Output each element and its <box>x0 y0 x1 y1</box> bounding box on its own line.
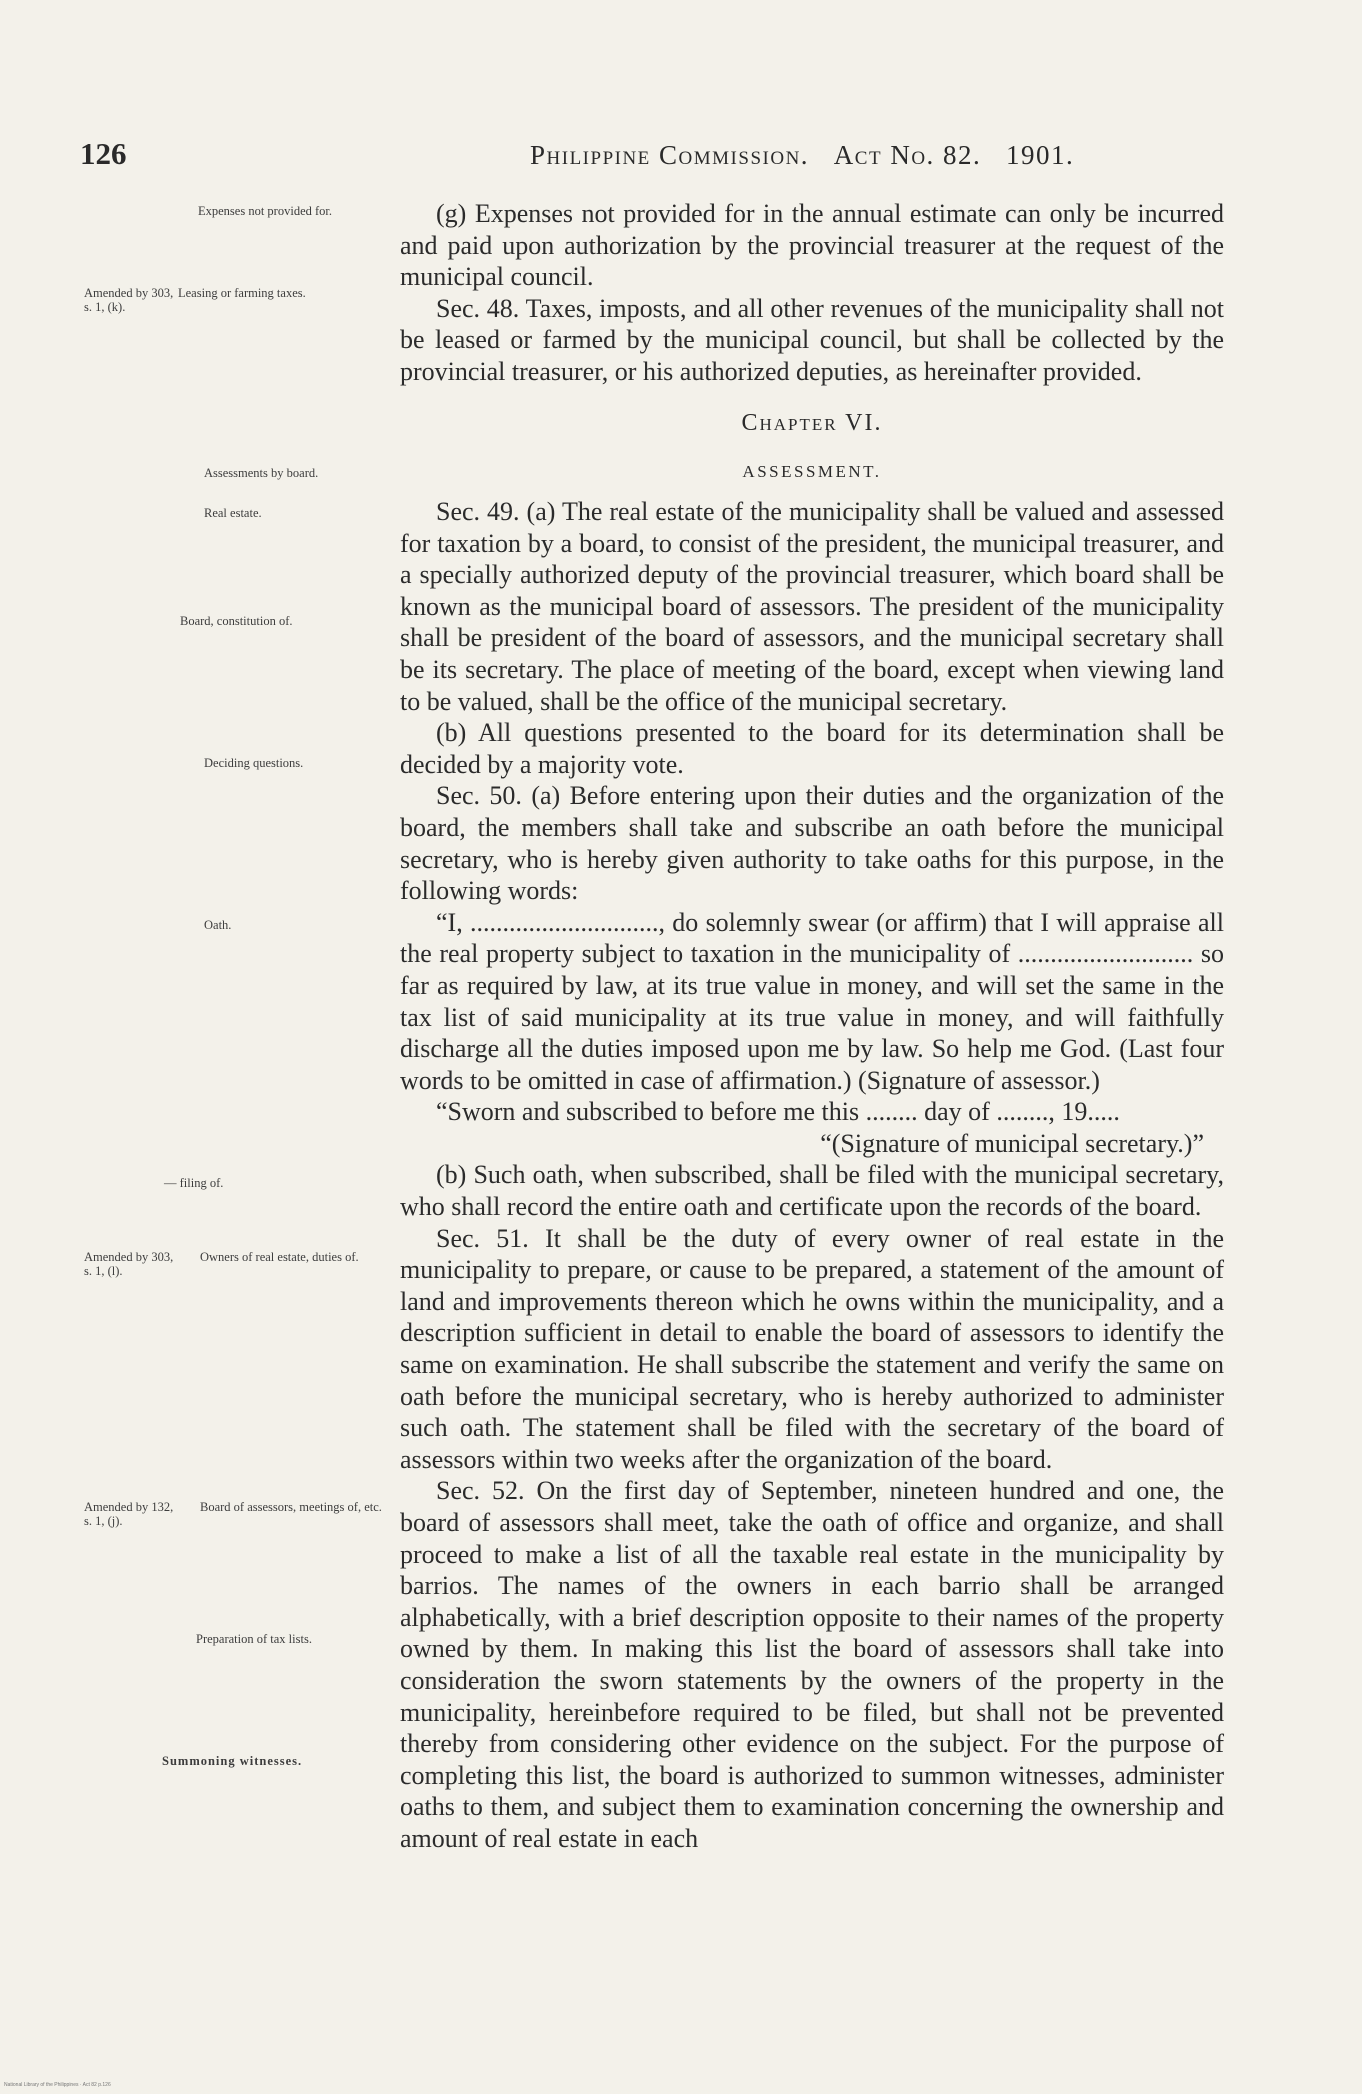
running-title: Philippine Commission. <box>530 140 810 170</box>
chapter-title: Chapter VI. <box>741 410 883 436</box>
margin-note-filing: — filing of. <box>164 1176 224 1190</box>
margin-note-preparation: Preparation of tax lists. <box>196 1632 312 1646</box>
margin-note-board-constitution: Board, constitution of. <box>180 614 293 628</box>
margin-note-owners: Owners of real estate, duties of. <box>200 1250 359 1264</box>
margin-note-real-estate: Real estate. <box>204 506 262 520</box>
margin-note-board-meetings: Board of assessors, meetings of, etc. <box>200 1500 382 1514</box>
margin-note-oath: Oath. <box>204 918 232 932</box>
margin-note-leasing: Leasing or farming taxes. <box>178 286 306 300</box>
paragraph-sec-50a: Sec. 50. (a) Before entering upon their duties and the organization of the board, the members shall take and subscribe an oath before the municipal secretary, who is hereby given authority to take oaths for this purpose, in the following words: <box>400 781 1224 906</box>
act-number: Act No. 82. <box>833 140 982 170</box>
margin-note-amended-51: Amended by 303, s. 1, (l). <box>84 1250 174 1278</box>
running-header <box>530 140 1074 171</box>
body-top <box>400 198 1224 388</box>
margin-note-assessments: Assessments by board. <box>204 466 319 480</box>
paragraph-sworn: “Sworn and subscribed to before me this ........ day of ........, 19..... <box>436 1097 1120 1127</box>
margin-note-expenses: Expenses not provided for. <box>198 204 333 218</box>
paragraph-sec-49a: Sec. 49. (a) The real estate of the municipality shall be valued and assessed for taxation by a board, to consist of the president, the municipal treasurer, and a specially authorized deputy of the provincial treasurer, which board shall be known as the municipal board of assessors. The president of the municipality shall be president of the board of assessors, and the municipal secretary shall be its secretary. The place of meeting of the board, except when viewing land to be valued, shall be the office of the municipal secretary. <box>400 497 1224 716</box>
paragraph-oath: “I, ............................., do solemnly swear (or affirm) that I will appraise all the real property subject to taxation in the municipality of ........................... so far as required by law, at its true value in money, and will set the same in the tax list of said municipality at its true value in money, and will faithfully discharge all the duties imposed upon me by law. So help me God. (Last four words to be omitted in case of affirmation.) (Signature of assessor.) <box>400 907 1224 1095</box>
paragraph-sec-48: Sec. 48. Taxes, imposts, and all other revenues of the municipality shall not be leased or farmed by the municipal council, but shall be collected by the provincial treasurer, or his authorized deputies, as hereinafter provided. <box>400 293 1224 386</box>
paragraph-sec-50b: (b) Such oath, when subscribed, shall be filed with the municipal secretary, who shall record the entire oath and certificate upon the records of the board. <box>400 1160 1224 1222</box>
paragraph-g: (g) Expenses not provided for in the annual estimate can only be incurred and paid upon authorization by the provincial treasurer at the request of the municipal council. <box>400 199 1224 292</box>
margin-note-amended-52: Amended by 132, s. 1, (j). <box>84 1500 174 1528</box>
paragraph-sec-51: Sec. 51. It shall be the duty of every owner of real estate in the municipality to prepare, or cause to be prepared, a statement of the amount of land and improvements thereon which he owns within the municipality, and a description sufficient in detail to enable the board of assessors to identify the same on examination. He shall subscribe the statement and verify the same on oath before the municipal secretary, who is hereby authorized to administer such oath. The statement shall be filed with the secretary of the board of assessors within two weeks after the organization of the board. <box>400 1223 1224 1474</box>
paragraph-sec-49b: (b) All questions presented to the board for its determination shall be decided by a majority vote. <box>400 718 1224 779</box>
body-main <box>400 496 1224 1855</box>
page-number: 126 <box>80 136 127 171</box>
margin-note-summoning: Summoning witnesses. <box>162 1754 303 1768</box>
scan-footer: National Library of the Philippines · Act 82 p.126 <box>4 2082 111 2088</box>
margin-note-deciding: Deciding questions. <box>204 756 304 770</box>
chapter-subtitle: ASSESSMENT. <box>742 462 882 481</box>
year: 1901. <box>1006 140 1075 170</box>
paragraph-sec-52: Sec. 52. On the first day of September, nineteen hundred and one, the board of assessors shall meet, take the oath of office and organize, and shall proceed to make a list of all the taxable real estate in the municipality by barrios. The names of the owners in each barrio shall be arranged alphabetically, with a brief description opposite to their names of the property owned by them. In making this list the board of assessors shall take into consideration the sworn statements by the owners of the property in the municipality, hereinbefore required to be filed, but shall not be prevented thereby from considering other evidence on the subject. For the purpose of completing this list, the board is authorized to summon witnesses, administer oaths to them, and subject them to examination concerning the ownership and amount of real estate in each <box>400 1476 1224 1853</box>
paragraph-signature: “(Signature of municipal secretary.)” <box>820 1128 1204 1158</box>
margin-note-amended-48: Amended by 303, s. 1, (k). <box>84 286 174 314</box>
